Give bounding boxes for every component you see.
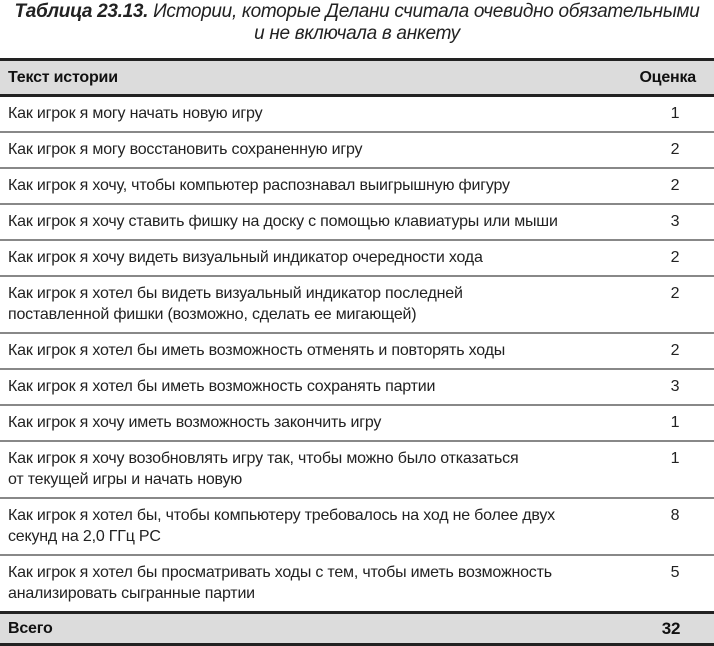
table-row [0,498,714,555]
story-text: Как игрок я могу восстановить сохраненную игру [0,132,598,168]
story-score: 3 [598,204,714,240]
story-text: Как игрок я хочу видеть визуальный индикатор очередности хода [0,240,598,276]
story-text [0,276,598,333]
table-row [0,441,714,498]
story-text-line-2: поставленной фишки (возможно, сделать ее мигающей) [8,306,417,323]
story-text [0,441,598,498]
table-header-row [0,60,714,96]
table-caption [0,0,714,45]
story-text-line-1: Как игрок я хотел бы, чтобы компьютеру требовалось на ход не более двух [8,507,555,524]
story-text-line-2: анализировать сыгранные партии [8,585,255,602]
caption-title-line-2: и не включала в анкету [254,23,460,44]
total-score: 32 [598,613,714,645]
table-total-row [0,613,714,645]
story-score: 1 [598,96,714,133]
table-row [0,96,714,133]
table-row [0,369,714,405]
story-text-line-1: Как игрок я хочу возобновлять игру так, чтобы можно было отказаться [8,450,519,467]
caption-label: Таблица 23.13. [14,1,149,22]
caption-title-line-1: Истории, которые Делани считала очевидно обязательными [153,1,700,22]
header-story-text: Текст истории [0,60,598,96]
story-score: 1 [598,441,714,498]
story-score: 5 [670,564,680,581]
story-text: Как игрок я могу начать новую игру [0,96,598,133]
table-row [0,168,714,204]
stories-table [0,58,714,646]
story-text: Как игрок я хочу, чтобы компьютер распознавал выигрышную фигуру [0,168,598,204]
header-score: Оценка [598,60,714,96]
table-row [0,333,714,369]
story-text-line-2: секунд на 2,0 ГГц PC [8,528,161,545]
story-score: 3 [598,369,714,405]
story-text: Как игрок я хотел бы иметь возможность отменять и повторять ходы [0,333,598,369]
table-row [0,204,714,240]
story-text [0,498,598,555]
story-score: 2 [598,333,714,369]
story-text-line-2: от текущей игры и начать новую [8,471,243,488]
story-score: 2 [598,132,714,168]
table-row [0,132,714,168]
story-text: Как игрок я хочу иметь возможность закончить игру [0,405,598,441]
story-score: 8 [598,498,714,555]
story-text: Как игрок я хочу ставить фишку на доску с помощью клавиатуры или мыши [0,204,598,240]
story-text-line-1: Как игрок я хотел бы просматривать ходы с тем, чтобы иметь возможность [8,564,552,581]
story-score: 1 [598,405,714,441]
story-score: 2 [598,168,714,204]
story-score: 2 [598,276,714,333]
caption-line-1 [0,0,714,22]
story-score: 2 [598,240,714,276]
total-label: Всего [0,613,598,645]
table-row [0,276,714,333]
table-row [0,240,714,276]
story-text: Как игрок я хотел бы иметь возможность сохранять партии [0,369,598,405]
table-row [0,405,714,441]
story-text-line-1: Как игрок я хотел бы видеть визуальный индикатор последней [8,285,463,302]
